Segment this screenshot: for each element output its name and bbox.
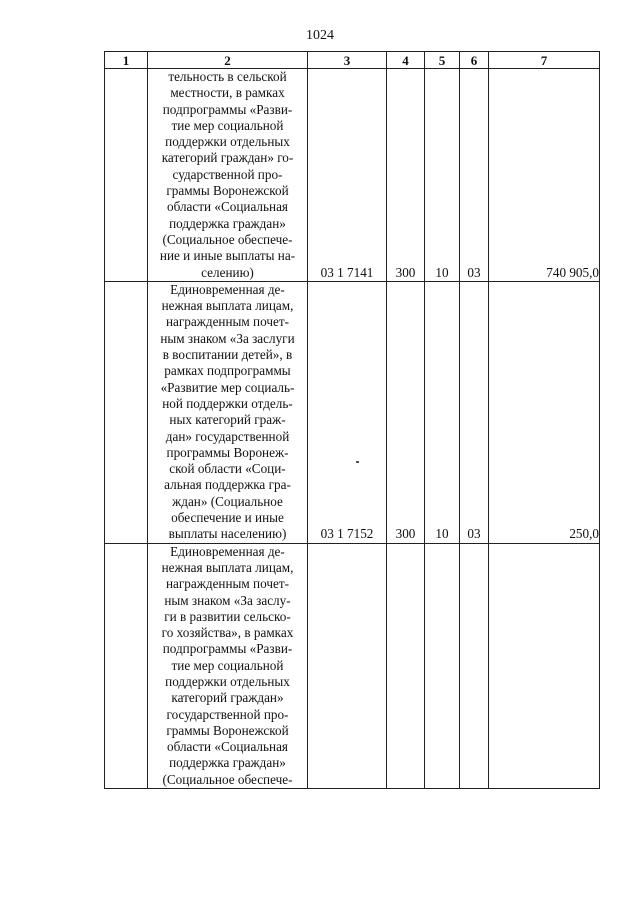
- header-col-2: 2: [148, 52, 308, 69]
- description-line: тие мер социальной: [171, 657, 284, 673]
- pr-cell: [460, 543, 489, 788]
- description-line: селению): [201, 264, 254, 280]
- vr-cell: 300: [387, 281, 425, 543]
- description-line: тельность в сельской: [168, 69, 287, 84]
- description-line: поддержка граждан»: [169, 755, 286, 771]
- description-line: «Развитие мер социаль-: [160, 379, 295, 395]
- description-line: нежная выплата лицам,: [161, 298, 294, 314]
- page-number: 1024: [306, 28, 334, 43]
- rz-cell: 10: [425, 69, 460, 282]
- description-line: ной поддержки отдель-: [162, 395, 293, 411]
- amount-cell: [489, 543, 600, 788]
- amount-cell: 250,0: [489, 281, 600, 543]
- rz-cell: 10: [425, 281, 460, 543]
- description-line: поддержки отдельных: [165, 673, 290, 689]
- vr-cell: [387, 543, 425, 788]
- description-line: поддержки отдельных: [165, 134, 290, 150]
- table-row: [105, 543, 600, 788]
- description-line: го хозяйства», в рамках: [161, 625, 294, 641]
- description-line: Единовременная де-: [170, 281, 285, 297]
- description-line: в воспитании детей», в: [162, 347, 293, 363]
- description-line: (Социальное обеспече-: [162, 771, 293, 787]
- description-line: ние и иные выплаты на-: [159, 248, 296, 264]
- description-line: программы Воронеж-: [166, 444, 289, 460]
- description-line: ской области «Соци-: [169, 461, 286, 477]
- header-col-5: 5: [425, 52, 460, 69]
- description-line: области «Социальная: [166, 199, 289, 215]
- description-cell: [148, 69, 308, 282]
- amount-cell: 740 905,0: [489, 69, 600, 282]
- description-line: награжденным почет-: [165, 314, 289, 330]
- pr-cell: 03: [460, 281, 489, 543]
- description-line: категорий граждан»: [171, 690, 284, 706]
- description-line: ным знаком «За заслуги: [160, 330, 295, 346]
- header-col-4: 4: [387, 52, 425, 69]
- description-line: ным знаком «За заслу-: [164, 592, 291, 608]
- table-row: [105, 281, 600, 543]
- description-cell: [148, 543, 308, 788]
- description-line: поддержка граждан»: [169, 215, 286, 231]
- description-line: награжденным почет-: [165, 576, 289, 592]
- description-line: тие мер социальной: [171, 117, 284, 133]
- description-line: государственной про-: [166, 706, 289, 722]
- header-col-3: 3: [308, 52, 387, 69]
- description-line: области «Социальная: [166, 739, 289, 755]
- description-line: местности, в рамках: [170, 85, 285, 101]
- budget-table: [104, 51, 600, 789]
- description-line: ждан» (Социальное: [172, 493, 283, 509]
- header-col-6: 6: [460, 52, 489, 69]
- description-line: ги в развитии сельско-: [164, 608, 291, 624]
- description-line: альная поддержка гра-: [164, 477, 291, 493]
- row-index-cell: [105, 69, 148, 282]
- row-index-cell: [105, 543, 148, 788]
- description-line: ных категорий граж-: [169, 412, 286, 428]
- row-index-cell: [105, 281, 148, 543]
- description-line: категорий граждан» го-: [161, 150, 294, 166]
- description-line: нежная выплата лицам,: [161, 559, 294, 575]
- header-row: [105, 52, 600, 69]
- csr-cell: 03 1 7141: [308, 69, 387, 282]
- header-col-1: 1: [105, 52, 148, 69]
- csr-cell: 03 1 7152: [308, 281, 387, 543]
- header-col-7: 7: [489, 52, 600, 69]
- description-line: рамках подпрограммы: [164, 363, 291, 379]
- description-line: граммы Воронежской: [166, 183, 289, 199]
- rz-cell: [425, 543, 460, 788]
- pr-cell: 03: [460, 69, 489, 282]
- csr-cell: [308, 543, 387, 788]
- vr-cell: 300: [387, 69, 425, 282]
- description-line: Единовременная де-: [170, 543, 285, 559]
- description-line: обеспечение и иные: [171, 510, 284, 526]
- description-line: подпрограммы «Разви-: [162, 101, 293, 117]
- description-line: (Социальное обеспече-: [162, 231, 293, 247]
- description-line: выплаты населению): [168, 526, 287, 542]
- description-line: дан» государственной: [165, 428, 290, 444]
- description-line: сударственной про-: [172, 166, 283, 182]
- description-line: граммы Воронежской: [166, 722, 289, 738]
- description-line: подпрограммы «Разви-: [162, 641, 293, 657]
- table-row: [105, 69, 600, 282]
- description-cell: [148, 281, 308, 543]
